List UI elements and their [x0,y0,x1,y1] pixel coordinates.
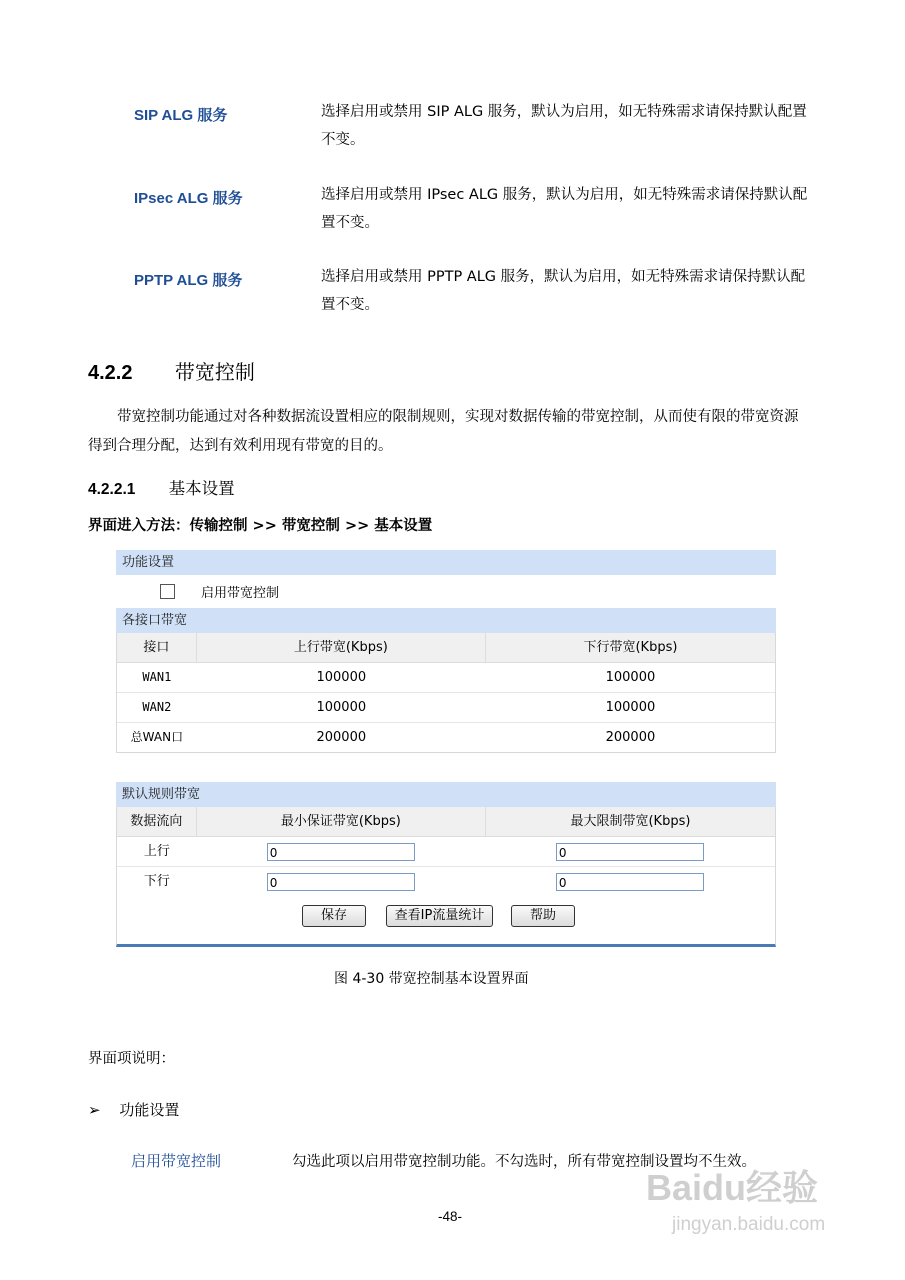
table-row [117,723,775,752]
upload-max-input[interactable]: 0 [556,843,704,861]
sip-alg-term: SIP ALG 服务 [134,107,228,124]
direction-label: 下行 [143,874,170,889]
enable-bandwidth-label: 启用带宽控制 [201,586,280,601]
enable-item-desc: 勾选此项以启用带宽控制功能。不勾选时，所有带宽控制设置均不生效。 [292,1154,756,1170]
download-value: 200000 [605,730,656,745]
baidu-watermark-logo: Baidu经验 [646,1167,819,1208]
table-row [117,867,775,896]
section-number: 4.2.2 [88,362,133,384]
col-max-bandwidth: 最大限制带宽(Kbps) [570,814,691,829]
download-value: 100000 [605,670,656,685]
upload-value: 200000 [316,730,367,745]
page-number: -48- [438,1209,463,1224]
col-upload: 上行带宽(Kbps) [197,633,486,662]
bandwidth-settings-panel [116,550,776,947]
col-interface: 接口 [117,633,197,662]
upload-value: 100000 [316,700,367,715]
view-ip-stats-button[interactable]: 查看IP流量统计 [386,905,493,927]
col-download: 下行带宽(Kbps) [583,640,678,655]
download-max-input[interactable]: 0 [556,873,704,891]
min-cell [197,837,486,866]
enable-row [116,575,776,608]
download-min-input[interactable]: 0 [267,873,415,891]
table-header-row [117,807,775,837]
min-cell [197,867,486,896]
default-rule-header: 默认规则带宽 [116,782,776,807]
download-value: 100000 [605,700,656,715]
max-cell [486,867,775,896]
help-button[interactable]: 帮助 [511,905,575,927]
items-heading: 界面项说明： [88,1051,175,1067]
table-row [117,693,775,723]
table-row [117,663,775,693]
interface-name: WAN1 [142,670,172,684]
ipsec-alg-desc: 选择启用或禁用 IPsec ALG 服务，默认为启用，如无特殊需求请保持默认配置不变。 [321,187,808,231]
subsection-number: 4.2.2.1 [88,481,136,498]
interface-bandwidth-header: 各接口带宽 [116,608,776,633]
bullet-label: 功能设置 [119,1101,180,1119]
col-direction: 数据流向 [117,807,197,836]
bullet-heading [88,1099,179,1120]
enable-bandwidth-checkbox[interactable] [160,584,175,599]
upload-min-input[interactable]: 0 [267,843,415,861]
section-title: 带宽控制 [174,360,255,384]
interface-name: 总WAN口 [130,730,184,744]
table-row [117,837,775,867]
save-button[interactable]: 保存 [302,905,366,927]
section-heading [88,356,255,385]
subsection-heading [88,475,235,499]
ipsec-alg-term: IPsec ALG 服务 [134,190,243,207]
subsection-title: 基本设置 [168,479,235,498]
interface-bandwidth-table [116,633,776,753]
col-min-bandwidth: 最小保证带宽(Kbps) [197,807,486,836]
max-cell [486,837,775,866]
function-settings-header: 功能设置 [116,550,776,575]
table-header-row [117,633,775,663]
pptp-alg-desc: 选择启用或禁用 PPTP ALG 服务，默认为启用，如无特殊需求请保持默认配置不变。 [321,269,806,313]
interface-name: WAN2 [142,700,172,714]
figure-caption: 图 4-30 带宽控制基本设置界面 [334,971,529,987]
intro-paragraph: 带宽控制功能通过对各种数据流设置相应的限制规则，实现对数据传输的带宽控制，从而使有限的带宽资源得到合理分配，达到有效利用现有带宽的目的。 [88,409,799,454]
upload-value: 100000 [316,670,367,685]
bullet-arrow-icon: ➢ [88,1101,101,1119]
enable-item-term: 启用带宽控制 [131,1152,222,1170]
sip-alg-desc: 选择启用或禁用 SIP ALG 服务，默认为启用，如无特殊需求请保持默认配置不变。 [321,104,807,148]
default-rule-table [116,807,776,896]
baidu-watermark-url: jingyan.baidu.com [672,1214,826,1235]
direction-label: 上行 [143,844,170,859]
nav-path: 界面进入方法：传输控制 >> 带宽控制 >> 基本设置 [88,518,433,534]
pptp-alg-term: PPTP ALG 服务 [134,272,243,289]
button-bar [116,896,776,947]
